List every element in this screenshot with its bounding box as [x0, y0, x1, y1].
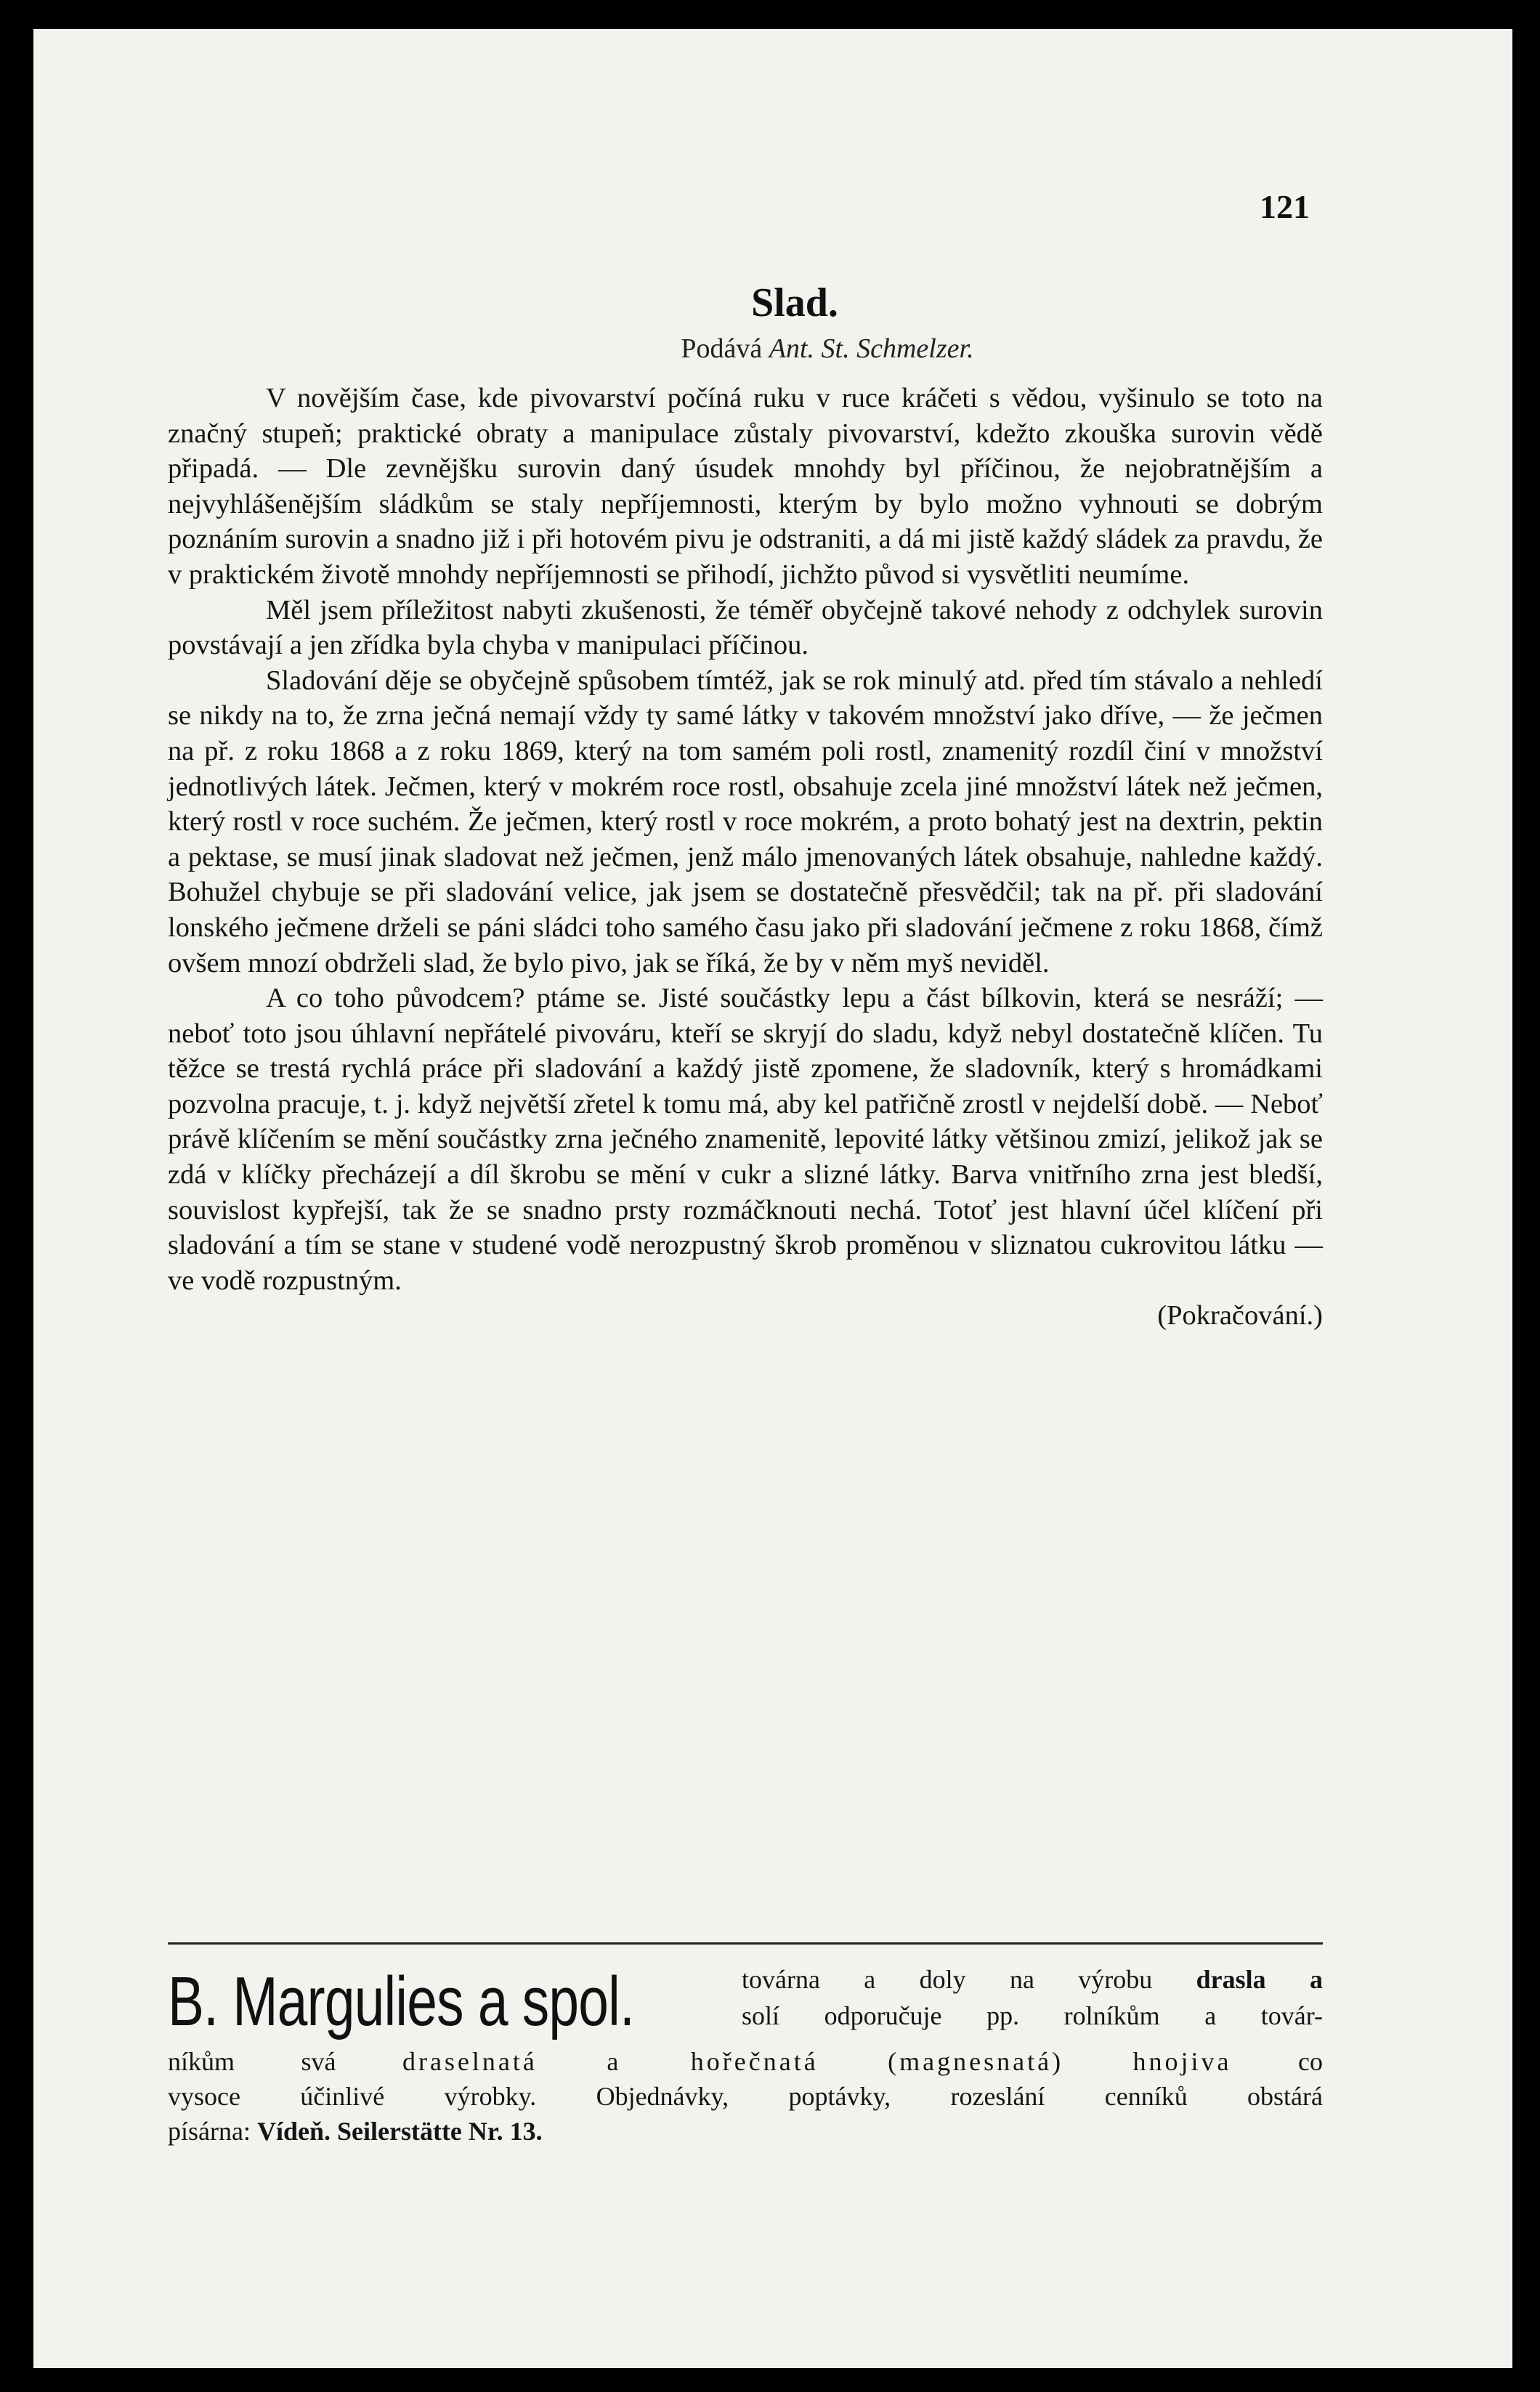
ad-line-3-spaced: draselnatá a hořečnatá (magnesnatá) hnojiva: [402, 2047, 1232, 2076]
ad-firm-name: B. Margulies a spol.: [168, 1963, 634, 2040]
ad-line-1-bold: drasla a: [1196, 1965, 1323, 1994]
advertisement: [168, 1961, 1323, 2149]
byline-prefix: Podává: [681, 333, 763, 364]
divider-rule: [168, 1942, 1323, 1945]
article-byline: [33, 333, 1512, 365]
ad-line-5-start: písárna:: [168, 2117, 251, 2146]
ad-address: Vídeň. Seilerstätte Nr. 13.: [256, 2117, 543, 2146]
ad-line-1-text: továrna a doly na výrobu: [742, 1965, 1153, 1994]
ad-line-2: solí odporučuje pp. rolníkům a továr-: [742, 2001, 1323, 2030]
ad-line-3-end: co: [1298, 2047, 1324, 2076]
continued-note: (Pokračování.): [1157, 1300, 1323, 1331]
ad-line-3: [168, 2044, 1323, 2079]
ad-header: [168, 1961, 1323, 2048]
paragraph-3: Sladování děje se obyčejně spůsobem tímtéž, jak se rok minulý atd. před tím stávalo a nehledí se nikdy na to, že zrna ječná nemají vždy ty samé látky v takovém množství jako dříve, — že ječmen na př. z roku 1868 a z roku 1869, který na tom samém poli rostl, znamenitý rozdíl činí v množství jednotlivých látek. Ječmen, který v mokrém roce rostl, obsahuje zcela jiné množství látek než ječmen, který rostl v roce suchém. Že ječmen, který rostl v roce mokrém, a proto bohatý jest na dextrin, pektin a pektase, se musí jinak sladovat než ječmen, jenž málo jmenovaných látek obsahuje, nahledne každý. Bohužel chybuje se při sladování velice, jak jsem se dostatečně přesvědčil; tak na př. při sladování lonského ječmene drželi se páni sládci toho samého času jako při sladování ječmene z roku 1868, čímž ovšem mnozí obdrželi slad, že bylo pivo, jak se říká, že by v něm myš neviděl.: [168, 665, 1323, 978]
ad-line-3-start: níkům svá: [168, 2047, 336, 2076]
paragraph-4: A co toho původcem? ptáme se. Jisté součástky lepu a část bílkovin, která se nesráží; — neboť toto jsou úhlavní nepřátelé pivováru, kteří se skryjí do sladu, když nebyl dostatečně klíčen. Tu těžce se trestá rychlá práce při sladování a každý jistě zpomene, že sladovník, který s hromádkami pozvolna pracuje, t. j. když největší zřetel k tomu má, aby kel patřičně zrostl v nejdelší době. — Neboť právě klíčením se mění součástky zrna ječného znamenitě, lepovité látky většinou zmizí, jelikož jak se zdá v klíčky přecházejí a díl škrobu se mění v cukr a slizné látky. Barva vnitřního zrna jest bledší, souvislost kypřejší, tak že se snadno prsty rozmáčknouti nechá. Totoť jest hlavní účel klíčení při sladování a tím se stane v studené vodě nerozpustný škrob proměnou v sliznatou cukrovitou látku — ve vodě rozpustným.: [168, 983, 1323, 1296]
ad-header-text: [742, 1961, 1323, 2034]
ad-body: [168, 2044, 1323, 2149]
paragraph-1: V novějším čase, kde pivovarství počíná ruku v ruce kráčeti s vědou, vyšinulo se toto na značný stupeň; praktické obraty a manipulace zůstaly pivovarství, kdežto zkouška surovin vědě připadá. — Dle zevnějšku surovin daný úsudek mnohdy byl příčinou, že nejobratnějším a nejvyhlášenějším sládkům se staly nepříjemnosti, kterým by bylo možno vyhnouti se dobrým poznáním surovin a snadno již i při hotovém pivu je odstraniti, a dá mi jistě každý sládek za pravdu, že v praktickém životě mnohdy nepříjemnosti se přihodí, jichžto původ si vysvětliti neumíme.: [168, 383, 1323, 590]
ad-line-4: vysoce účinlivé výrobky. Objednávky, poptávky, rozeslání cenníků obstárá: [168, 2082, 1323, 2111]
ad-line-1: [742, 1961, 1323, 1998]
ad-line-5: [168, 2114, 1323, 2149]
paragraph-2: Měl jsem příležitost nabyti zkušenosti, že téměř obyčejně takové nehody z odchylek surovin povstávají a jen zřídka byla chyba v manipulaci příčinou.: [168, 594, 1323, 661]
newspaper-page: [33, 29, 1512, 2368]
byline-author: Ant. St. Schmelzer.: [769, 333, 974, 364]
page-number: 121: [1260, 188, 1310, 225]
article-body: [168, 381, 1323, 1921]
article-title: Slad.: [751, 280, 838, 325]
